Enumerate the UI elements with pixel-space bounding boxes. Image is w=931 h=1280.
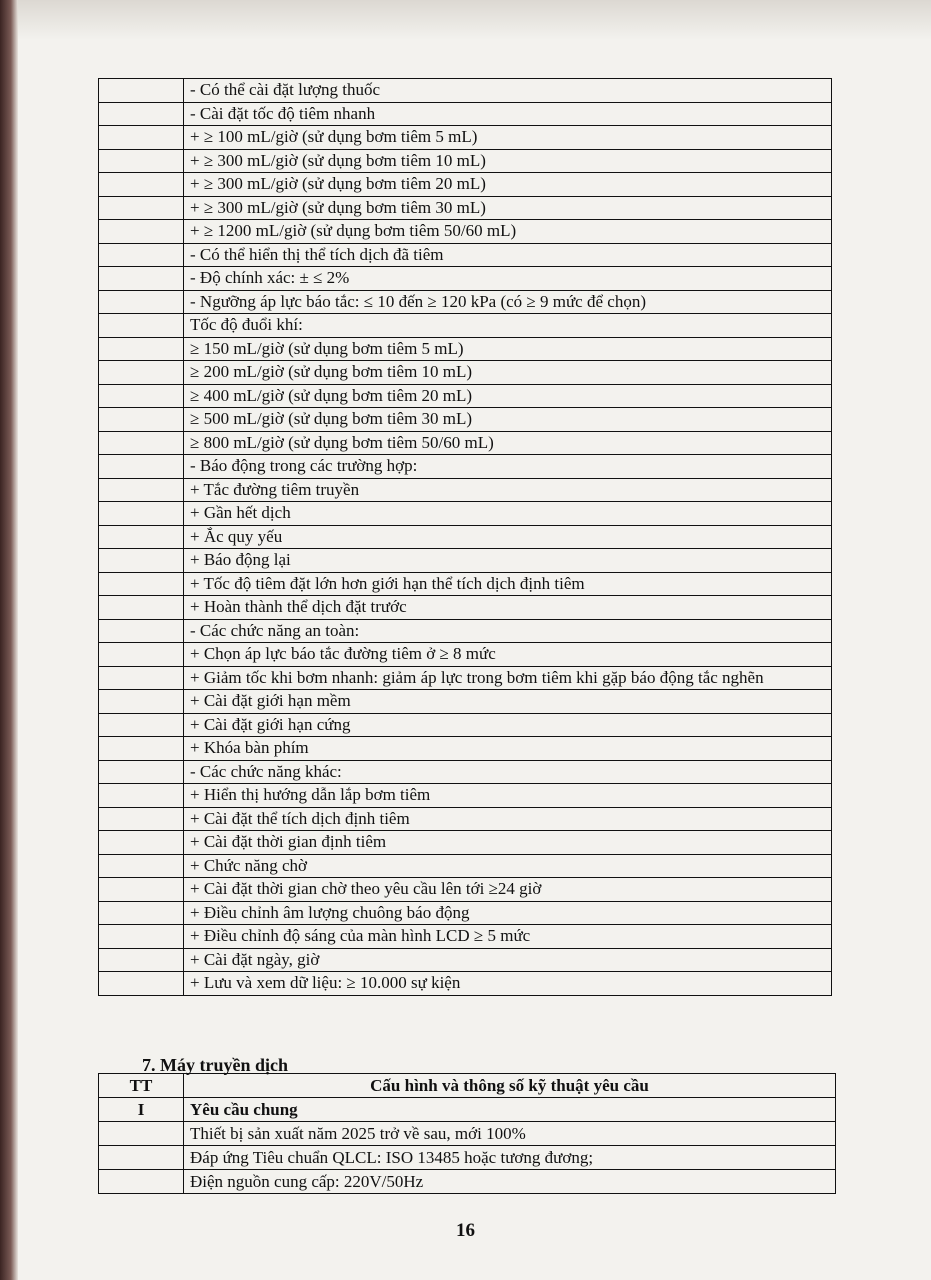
spec-row xyxy=(99,619,832,643)
spec-row-number xyxy=(99,925,184,949)
requirements-table xyxy=(98,1073,836,1194)
spec-row-number xyxy=(99,196,184,220)
spec-row xyxy=(99,878,832,902)
spec-row-number xyxy=(99,478,184,502)
row-number xyxy=(99,1170,184,1194)
spec-row-text: + Giảm tốc khi bơm nhanh: giảm áp lực trong bơm tiêm khi gặp báo động tắc nghẽn xyxy=(184,666,832,690)
spec-row xyxy=(99,901,832,925)
spec-row-number xyxy=(99,831,184,855)
spec-row-text: + Cài đặt ngày, giờ xyxy=(184,948,832,972)
spec-row xyxy=(99,737,832,761)
spec-row-text: + Chọn áp lực báo tắc đường tiêm ở ≥ 8 mức xyxy=(184,643,832,667)
spec-row-number xyxy=(99,854,184,878)
spec-row-text: ≥ 400 mL/giờ (sử dụng bơm tiêm 20 mL) xyxy=(184,384,832,408)
spec-table xyxy=(98,78,832,996)
table-row xyxy=(99,1170,836,1194)
spec-row xyxy=(99,807,832,831)
top-shadow xyxy=(18,0,931,40)
group-number: I xyxy=(99,1098,184,1122)
spec-row-text: - Ngưỡng áp lực báo tắc: ≤ 10 đến ≥ 120 kPa (có ≥ 9 mức để chọn) xyxy=(184,290,832,314)
spec-row-number xyxy=(99,220,184,244)
spec-row-number xyxy=(99,690,184,714)
spec-row xyxy=(99,502,832,526)
spec-row-text: + Gần hết dịch xyxy=(184,502,832,526)
header-title: Cấu hình và thông số kỹ thuật yêu cầu xyxy=(184,1074,836,1098)
group-row xyxy=(99,1098,836,1122)
spec-row xyxy=(99,478,832,502)
section-heading: 7. Máy truyền dịch xyxy=(142,1055,288,1075)
spec-row-number xyxy=(99,760,184,784)
spec-row xyxy=(99,831,832,855)
spec-row xyxy=(99,314,832,338)
spec-row-number xyxy=(99,267,184,291)
spec-row xyxy=(99,948,832,972)
spec-row-text: + Tắc đường tiêm truyền xyxy=(184,478,832,502)
spec-row xyxy=(99,713,832,737)
spec-row-text: + Cài đặt giới hạn mềm xyxy=(184,690,832,714)
header-tt: TT xyxy=(99,1074,184,1098)
spec-row-number xyxy=(99,737,184,761)
page-edge xyxy=(0,0,18,1280)
spec-row-number xyxy=(99,455,184,479)
spec-row-number xyxy=(99,173,184,197)
spec-row xyxy=(99,455,832,479)
spec-row-text: - Các chức năng khác: xyxy=(184,760,832,784)
spec-row-number xyxy=(99,525,184,549)
spec-row xyxy=(99,337,832,361)
spec-row-text: - Có thể hiển thị thể tích dịch đã tiêm xyxy=(184,243,832,267)
spec-row xyxy=(99,220,832,244)
spec-row-number xyxy=(99,337,184,361)
spec-row-text: + Hoàn thành thể dịch đặt trước xyxy=(184,596,832,620)
spec-row xyxy=(99,643,832,667)
spec-row-number xyxy=(99,79,184,103)
spec-row-number xyxy=(99,972,184,996)
table-header-row xyxy=(99,1074,836,1098)
spec-row xyxy=(99,384,832,408)
spec-row-number xyxy=(99,243,184,267)
spec-row xyxy=(99,972,832,996)
spec-row xyxy=(99,572,832,596)
spec-row-text: + Tốc độ tiêm đặt lớn hơn giới hạn thể tích dịch định tiêm xyxy=(184,572,832,596)
page-number: 16 xyxy=(456,1220,475,1241)
spec-row-number xyxy=(99,643,184,667)
spec-row-number xyxy=(99,666,184,690)
spec-row-number xyxy=(99,948,184,972)
spec-row-number xyxy=(99,361,184,385)
spec-row xyxy=(99,196,832,220)
spec-row-number xyxy=(99,878,184,902)
spec-row-text: + Ắc quy yếu xyxy=(184,525,832,549)
spec-row xyxy=(99,173,832,197)
row-number xyxy=(99,1146,184,1170)
table-row xyxy=(99,1146,836,1170)
spec-row-text: + Lưu và xem dữ liệu: ≥ 10.000 sự kiện xyxy=(184,972,832,996)
spec-row-number xyxy=(99,408,184,432)
spec-row-number xyxy=(99,807,184,831)
spec-row xyxy=(99,243,832,267)
spec-row-number xyxy=(99,596,184,620)
spec-row-text: + Cài đặt thời gian chờ theo yêu cầu lên tới ≥24 giờ xyxy=(184,878,832,902)
row-text: Thiết bị sản xuất năm 2025 trở về sau, mới 100% xyxy=(184,1122,836,1146)
spec-row-text: + ≥ 100 mL/giờ (sử dụng bơm tiêm 5 mL) xyxy=(184,126,832,150)
spec-row-number xyxy=(99,149,184,173)
spec-row xyxy=(99,290,832,314)
spec-row-number xyxy=(99,572,184,596)
spec-row xyxy=(99,549,832,573)
spec-row-text: + ≥ 300 mL/giờ (sử dụng bơm tiêm 20 mL) xyxy=(184,173,832,197)
spec-row-text: + Cài đặt thể tích dịch định tiêm xyxy=(184,807,832,831)
spec-row-text: - Cài đặt tốc độ tiêm nhanh xyxy=(184,102,832,126)
spec-row-text: + Điều chỉnh âm lượng chuông báo động xyxy=(184,901,832,925)
spec-row xyxy=(99,149,832,173)
row-text: Điện nguồn cung cấp: 220V/50Hz xyxy=(184,1170,836,1194)
spec-row-number xyxy=(99,901,184,925)
row-text: Đáp ứng Tiêu chuẩn QLCL: ISO 13485 hoặc tương đương; xyxy=(184,1146,836,1170)
spec-row-number xyxy=(99,784,184,808)
spec-row-text: ≥ 500 mL/giờ (sử dụng bơm tiêm 30 mL) xyxy=(184,408,832,432)
spec-row xyxy=(99,854,832,878)
spec-row-text: - Có thể cài đặt lượng thuốc xyxy=(184,79,832,103)
spec-row xyxy=(99,267,832,291)
spec-row-number xyxy=(99,431,184,455)
spec-row-text: + Chức năng chờ xyxy=(184,854,832,878)
spec-row xyxy=(99,102,832,126)
spec-row xyxy=(99,408,832,432)
spec-row xyxy=(99,784,832,808)
spec-row-text: + Cài đặt thời gian định tiêm xyxy=(184,831,832,855)
spec-row-number xyxy=(99,290,184,314)
spec-row-text: + ≥ 300 mL/giờ (sử dụng bơm tiêm 10 mL) xyxy=(184,149,832,173)
spec-row-text: + Hiển thị hướng dẫn lắp bơm tiêm xyxy=(184,784,832,808)
spec-row xyxy=(99,431,832,455)
spec-row xyxy=(99,666,832,690)
spec-row-text: ≥ 800 mL/giờ (sử dụng bơm tiêm 50/60 mL) xyxy=(184,431,832,455)
row-number xyxy=(99,1122,184,1146)
spec-row xyxy=(99,925,832,949)
spec-row xyxy=(99,596,832,620)
spec-row-text: + Cài đặt giới hạn cứng xyxy=(184,713,832,737)
spec-row xyxy=(99,690,832,714)
spec-row-number xyxy=(99,549,184,573)
spec-row xyxy=(99,525,832,549)
spec-row-number xyxy=(99,314,184,338)
spec-row-text: ≥ 150 mL/giờ (sử dụng bơm tiêm 5 mL) xyxy=(184,337,832,361)
spec-row-text: - Báo động trong các trường hợp: xyxy=(184,455,832,479)
spec-row-text: ≥ 200 mL/giờ (sử dụng bơm tiêm 10 mL) xyxy=(184,361,832,385)
spec-row-text: Tốc độ đuổi khí: xyxy=(184,314,832,338)
spec-row-text: + Khóa bàn phím xyxy=(184,737,832,761)
spec-row-number xyxy=(99,102,184,126)
spec-row xyxy=(99,126,832,150)
spec-row-text: - Các chức năng an toàn: xyxy=(184,619,832,643)
spec-row xyxy=(99,760,832,784)
spec-row-text: - Độ chính xác: ± ≤ 2% xyxy=(184,267,832,291)
spec-row-text: + ≥ 300 mL/giờ (sử dụng bơm tiêm 30 mL) xyxy=(184,196,832,220)
spec-row-number xyxy=(99,384,184,408)
spec-row-text: + ≥ 1200 mL/giờ (sử dụng bơm tiêm 50/60 mL) xyxy=(184,220,832,244)
group-title: Yêu cầu chung xyxy=(184,1098,836,1122)
spec-row xyxy=(99,361,832,385)
spec-row xyxy=(99,79,832,103)
spec-row-text: + Điều chỉnh độ sáng của màn hình LCD ≥ 5 mức xyxy=(184,925,832,949)
table-row xyxy=(99,1122,836,1146)
spec-row-number xyxy=(99,619,184,643)
spec-row-number xyxy=(99,713,184,737)
spec-row-text: + Báo động lại xyxy=(184,549,832,573)
spec-row-number xyxy=(99,502,184,526)
spec-row-number xyxy=(99,126,184,150)
